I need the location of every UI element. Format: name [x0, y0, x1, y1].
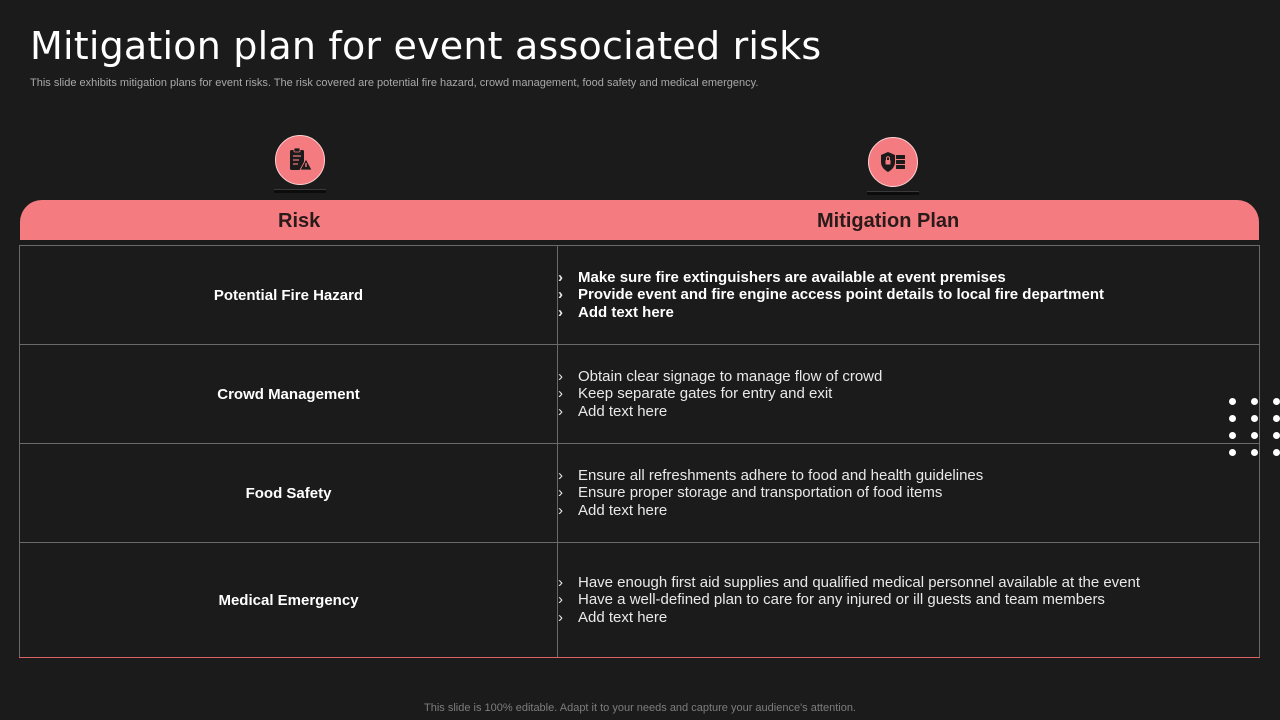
mitigation-cell — [558, 543, 1260, 658]
mitigation-item-text: Ensure proper storage and transportation of food items — [578, 484, 943, 502]
mitigation-item — [558, 467, 1259, 485]
header-risk: Risk — [278, 210, 321, 232]
mitigation-item — [558, 304, 1259, 322]
mitigation-item — [558, 609, 1259, 627]
chevron-right-icon: › — [558, 286, 563, 304]
mitigation-item-text: Obtain clear signage to manage flow of crowd — [578, 367, 883, 385]
chevron-right-icon: › — [558, 466, 563, 484]
chevron-right-icon: › — [558, 303, 563, 321]
mitigation-table — [19, 245, 1260, 658]
mitigation-item — [558, 484, 1259, 502]
table-row — [20, 246, 1260, 345]
mitigation-item-text: Add text here — [578, 303, 674, 321]
table-row — [20, 345, 1260, 444]
chevron-right-icon: › — [558, 573, 563, 591]
table-row — [20, 444, 1260, 543]
icon-underline — [274, 189, 326, 193]
mitigation-item — [558, 502, 1259, 520]
mitigation-item — [558, 591, 1259, 609]
mitigation-item-text: Ensure all refreshments adhere to food and health guidelines — [578, 466, 984, 484]
mitigation-item-text: Add text here — [578, 402, 668, 420]
mitigation-item — [558, 269, 1259, 287]
mitigation-cell — [558, 444, 1260, 543]
risk-cell: Food Safety — [20, 444, 558, 543]
mitigation-item-text: Keep separate gates for entry and exit — [578, 385, 833, 403]
risk-cell: Medical Emergency — [20, 543, 558, 658]
chevron-right-icon: › — [558, 484, 563, 502]
page-subtitle: This slide exhibits mitigation plans for event risks. The risk covered are potential fire hazard, crowd management, food safety and medical emergency. — [30, 77, 759, 89]
chevron-right-icon: › — [558, 367, 563, 385]
mitigation-list — [558, 368, 1259, 421]
plan-header-icon — [868, 137, 918, 195]
mitigation-list — [558, 574, 1259, 627]
risk-cell: Crowd Management — [20, 345, 558, 444]
chevron-right-icon: › — [558, 402, 563, 420]
header-mitigation-plan: Mitigation Plan — [817, 210, 960, 232]
mitigation-item-text: Add text here — [578, 501, 668, 519]
mitigation-item-text: Provide event and fire engine access point details to local fire department — [578, 286, 1104, 304]
mitigation-list — [558, 269, 1259, 322]
chevron-right-icon: › — [558, 591, 563, 609]
decorative-dots — [1229, 398, 1280, 458]
mitigation-item — [558, 368, 1259, 386]
shield-lock-server-icon — [878, 147, 908, 177]
chevron-right-icon: › — [558, 608, 563, 626]
mitigation-item — [558, 385, 1259, 403]
chevron-right-icon: › — [558, 501, 563, 519]
page-title: Mitigation plan for event associated risks — [30, 24, 822, 68]
risk-cell: Potential Fire Hazard — [20, 246, 558, 345]
mitigation-item — [558, 286, 1259, 304]
risk-header-icon — [275, 135, 325, 193]
mitigation-item-text: Add text here — [578, 608, 668, 626]
table-header-band — [20, 200, 1259, 240]
table-row — [20, 543, 1260, 658]
chevron-right-icon: › — [558, 268, 563, 286]
mitigation-item-text: Have a well-defined plan to care for any injured or ill guests and team members — [578, 591, 1105, 609]
mitigation-cell — [558, 246, 1260, 345]
icon-underline — [867, 191, 919, 195]
clipboard-warning-icon — [285, 145, 315, 175]
mitigation-list — [558, 467, 1259, 520]
footer-note: This slide is 100% editable. Adapt it to your needs and capture your audience's attention. — [424, 702, 856, 714]
mitigation-item-text: Have enough first aid supplies and qualified medical personnel available at the event — [578, 573, 1141, 591]
mitigation-cell — [558, 345, 1260, 444]
mitigation-item-text: Make sure fire extinguishers are available at event premises — [578, 268, 1006, 286]
chevron-right-icon: › — [558, 385, 563, 403]
mitigation-item — [558, 574, 1259, 592]
mitigation-item — [558, 403, 1259, 421]
